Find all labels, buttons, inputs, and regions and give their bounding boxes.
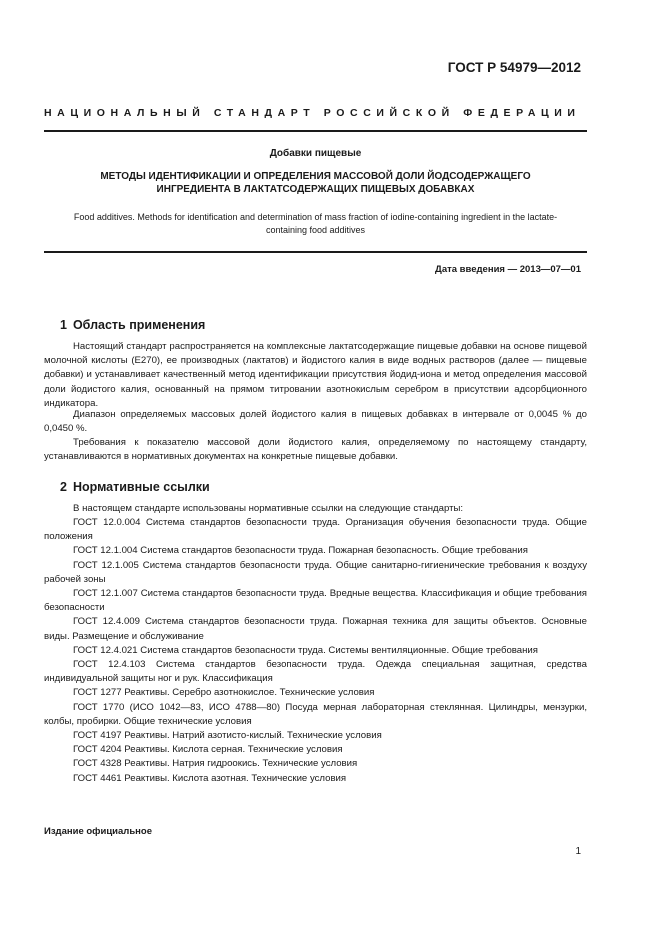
standard-group-title: Добавки пищевые: [269, 148, 362, 159]
reference-item: ГОСТ 12.4.009 Система стандартов безопасности труда. Пожарная техника для защиты объектов. Основные виды. Размещение и обслуживание: [44, 616, 587, 642]
section-2-heading: [60, 480, 210, 494]
reference-item: ГОСТ 12.4.021 Система стандартов безопасности труда. Системы вентиляционные. Общие требования: [73, 644, 538, 656]
reference-item: ГОСТ 12.4.103 Система стандартов безопасности труда. Одежда специальная защитная, средства индивидуальной защиты ног и рук. Классификация: [44, 659, 587, 685]
section-title: Нормативные ссылки: [72, 480, 210, 494]
reference-item: ГОСТ 4328 Реактивы. Натрия гидроокись. Технические условия: [73, 758, 358, 770]
section-number: 1: [60, 318, 67, 332]
reference-item: ГОСТ 12.0.004 Система стандартов безопасности труда. Организация обучения безопасности труда. Общие положения: [44, 517, 587, 543]
official-edition-note: Издание официальное: [44, 826, 152, 837]
section-1-heading: [60, 318, 205, 332]
reference-item: ГОСТ 4197 Реактивы. Натрий азотисто-кислый. Технические условия: [73, 730, 382, 742]
page-number: 1: [575, 846, 581, 857]
top-divider: [44, 130, 587, 132]
section-1-paragraph: Настоящий стандарт распространяется на комплексные лактатсодержащие пищевые добавки на основе пищевой молочной кислоты (E270), ее производных (лактатов) и йодистого калия в виде водных растворов (далее — пищевые добавки) и устанавливает качественный метод идентификации присутствия йодид-иона и метод определения массовой доли йодистого калия, основанный на прямом титровании азотнокислым серебром в присутствии адсорбционного индикатора.: [44, 341, 587, 409]
section-number: 2: [60, 480, 67, 494]
document-code: ГОСТ Р 54979—2012: [447, 60, 581, 75]
section-1-paragraph: Диапазон определяемых массовых долей йодистого калия в пищевых добавках в интервале от 0,0045 % до 0,0450 %.: [44, 409, 587, 435]
standard-title-ru: МЕТОДЫ ИДЕНТИФИКАЦИИ И ОПРЕДЕЛЕНИЯ МАССОВОЙ ДОЛИ ЙОДСОДЕРЖАЩЕГО ИНГРЕДИЕНТА В ЛАКТАТСОДЕРЖАЩИХ ПИЩЕВЫХ ДОБАВКАХ: [100, 171, 531, 195]
title-divider: [44, 251, 587, 253]
reference-item: ГОСТ 1277 Реактивы. Серебро азотнокислое. Технические условия: [73, 687, 375, 699]
reference-item: ГОСТ 12.1.007 Система стандартов безопасности труда. Вредные вещества. Классификация и общие требования безопасности: [44, 588, 587, 614]
reference-item: ГОСТ 12.1.005 Система стандартов безопасности труда. Общие санитарно-гигиенические требования к воздуху рабочей зоны: [44, 559, 587, 585]
section-1-paragraph: Требования к показателю массовой доли йодистого калия, определяемому по настоящему стандарту, устанавливаются в нормативных документах на конкретные пищевые добавки.: [44, 437, 587, 463]
standard-title-en: Food additives. Methods for identification and determination of mass fraction of iodine-containing ingredient in the lactate-containing food additives: [73, 212, 558, 235]
reference-item: ГОСТ 4204 Реактивы. Кислота серная. Технические условия: [73, 744, 343, 756]
reference-item: ГОСТ 1770 (ИСО 1042—83, ИСО 4788—80) Посуда мерная лабораторная стеклянная. Цилиндры, мензурки, колбы, пробирки. Общие технические условия: [44, 701, 587, 727]
reference-item: ГОСТ 12.1.004 Система стандартов безопасности труда. Пожарная безопасность. Общие требования: [73, 545, 528, 557]
section-title: Область применения: [72, 318, 206, 332]
reference-item: ГОСТ 4461 Реактивы. Кислота азотная. Технические условия: [73, 772, 347, 784]
introduction-date: Дата введения — 2013—07—01: [435, 264, 581, 275]
normative-references-list: [44, 516, 587, 786]
section-2-intro: В настоящем стандарте использованы нормативные ссылки на следующие стандарты:: [73, 503, 464, 514]
national-standard-banner: НАЦИОНАЛЬНЫЙ СТАНДАРТ РОССИЙСКОЙ ФЕДЕРАЦИИ: [44, 107, 581, 119]
